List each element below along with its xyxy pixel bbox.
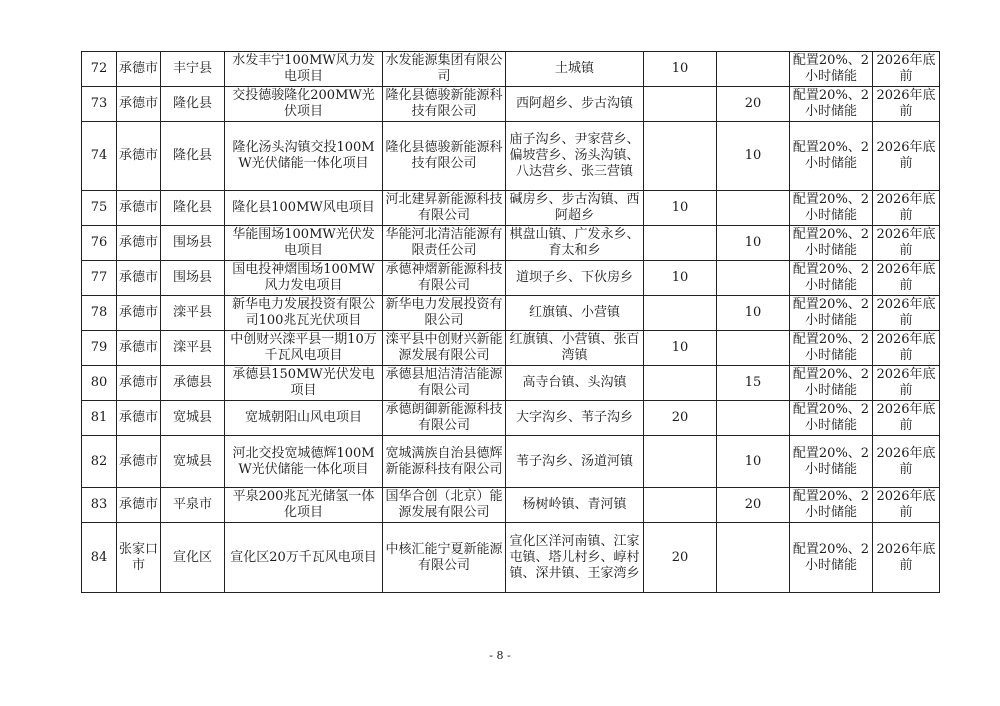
storage-config-cell: 配置20%、2小时储能 bbox=[790, 331, 873, 366]
project-name-cell: 宽城朝阳山风电项目 bbox=[225, 401, 383, 436]
deadline-cell: 2026年底前 bbox=[873, 296, 940, 331]
city-cell: 承德市 bbox=[117, 52, 161, 87]
row-number: 79 bbox=[82, 331, 117, 366]
county-cell: 平泉市 bbox=[161, 488, 225, 523]
solar-capacity-cell: 10 bbox=[717, 296, 790, 331]
town-cell: 高寺台镇、头沟镇 bbox=[506, 366, 644, 401]
storage-config-cell: 配置20%、2小时储能 bbox=[790, 87, 873, 122]
row-number: 72 bbox=[82, 52, 117, 87]
solar-capacity-cell bbox=[717, 261, 790, 296]
table-row bbox=[82, 366, 940, 401]
company-cell: 隆化县德骏新能源科技有限公司 bbox=[383, 122, 506, 191]
company-cell: 承德朗御新能源科技有限公司 bbox=[383, 401, 506, 436]
company-cell: 宽城满族自治县德辉新能源科技有限公司 bbox=[383, 436, 506, 488]
city-cell: 承德市 bbox=[117, 366, 161, 401]
solar-capacity-cell bbox=[717, 331, 790, 366]
county-cell: 隆化县 bbox=[161, 191, 225, 226]
project-name-cell: 河北交投宽城德辉100MW光伏储能一体化项目 bbox=[225, 436, 383, 488]
project-name-cell: 平泉200兆瓦光储氢一体化项目 bbox=[225, 488, 383, 523]
table-row bbox=[82, 87, 940, 122]
solar-capacity-cell bbox=[717, 401, 790, 436]
company-cell: 中核汇能宁夏新能源有限公司 bbox=[383, 523, 506, 593]
table-row bbox=[82, 401, 940, 436]
row-number: 81 bbox=[82, 401, 117, 436]
city-cell: 承德市 bbox=[117, 261, 161, 296]
city-cell: 承德市 bbox=[117, 191, 161, 226]
deadline-cell: 2026年底前 bbox=[873, 331, 940, 366]
row-number: 84 bbox=[82, 523, 117, 593]
project-name-cell: 国电投神熠围场100MW风力发电项目 bbox=[225, 261, 383, 296]
deadline-cell: 2026年底前 bbox=[873, 523, 940, 593]
project-name-cell: 中创财兴滦平县一期10万千瓦风电项目 bbox=[225, 331, 383, 366]
table-row bbox=[82, 436, 940, 488]
row-number: 82 bbox=[82, 436, 117, 488]
deadline-cell: 2026年底前 bbox=[873, 261, 940, 296]
wind-capacity-cell: 20 bbox=[644, 401, 717, 436]
town-cell: 杨树岭镇、青河镇 bbox=[506, 488, 644, 523]
city-cell: 张家口市 bbox=[117, 523, 161, 593]
company-cell: 国华合创（北京）能源发展有限公司 bbox=[383, 488, 506, 523]
storage-config-cell: 配置20%、2小时储能 bbox=[790, 261, 873, 296]
table-row bbox=[82, 296, 940, 331]
town-cell: 西阿超乡、步古沟镇 bbox=[506, 87, 644, 122]
row-number: 73 bbox=[82, 87, 117, 122]
county-cell: 滦平县 bbox=[161, 296, 225, 331]
project-name-cell: 新华电力发展投资有限公司100兆瓦光伏项目 bbox=[225, 296, 383, 331]
solar-capacity-cell: 10 bbox=[717, 122, 790, 191]
county-cell: 宣化区 bbox=[161, 523, 225, 593]
company-cell: 华能河北清洁能源有限责任公司 bbox=[383, 226, 506, 261]
wind-capacity-cell: 10 bbox=[644, 331, 717, 366]
table-body bbox=[82, 52, 940, 593]
company-cell: 水发能源集团有限公司 bbox=[383, 52, 506, 87]
deadline-cell: 2026年底前 bbox=[873, 122, 940, 191]
project-name-cell: 宣化区20万千瓦风电项目 bbox=[225, 523, 383, 593]
town-cell: 苇子沟乡、汤道河镇 bbox=[506, 436, 644, 488]
project-name-cell: 隆化汤头沟镇交投100MW光伏储能一体化项目 bbox=[225, 122, 383, 191]
table-row bbox=[82, 122, 940, 191]
county-cell: 隆化县 bbox=[161, 87, 225, 122]
storage-config-cell: 配置20%、2小时储能 bbox=[790, 436, 873, 488]
table-row bbox=[82, 488, 940, 523]
wind-capacity-cell: 10 bbox=[644, 52, 717, 87]
city-cell: 承德市 bbox=[117, 122, 161, 191]
deadline-cell: 2026年底前 bbox=[873, 191, 940, 226]
wind-capacity-cell bbox=[644, 296, 717, 331]
storage-config-cell: 配置20%、2小时储能 bbox=[790, 52, 873, 87]
wind-capacity-cell: 10 bbox=[644, 191, 717, 226]
storage-config-cell: 配置20%、2小时储能 bbox=[790, 366, 873, 401]
county-cell: 围场县 bbox=[161, 226, 225, 261]
county-cell: 宽城县 bbox=[161, 401, 225, 436]
wind-capacity-cell bbox=[644, 226, 717, 261]
table-row bbox=[82, 331, 940, 366]
project-name-cell: 水发丰宁100MW风力发电项目 bbox=[225, 52, 383, 87]
city-cell: 承德市 bbox=[117, 488, 161, 523]
deadline-cell: 2026年底前 bbox=[873, 401, 940, 436]
project-name-cell: 华能围场100MW光伏发电项目 bbox=[225, 226, 383, 261]
company-cell: 新华电力发展投资有限公司 bbox=[383, 296, 506, 331]
solar-capacity-cell: 10 bbox=[717, 436, 790, 488]
city-cell: 承德市 bbox=[117, 87, 161, 122]
town-cell: 棋盘山镇、广发永乡、育太和乡 bbox=[506, 226, 644, 261]
table-row bbox=[82, 226, 940, 261]
row-number: 75 bbox=[82, 191, 117, 226]
table-row bbox=[82, 523, 940, 593]
solar-capacity-cell: 15 bbox=[717, 366, 790, 401]
storage-config-cell: 配置20%、2小时储能 bbox=[790, 523, 873, 593]
deadline-cell: 2026年底前 bbox=[873, 436, 940, 488]
storage-config-cell: 配置20%、2小时储能 bbox=[790, 226, 873, 261]
storage-config-cell: 配置20%、2小时储能 bbox=[790, 488, 873, 523]
storage-config-cell: 配置20%、2小时储能 bbox=[790, 122, 873, 191]
storage-config-cell: 配置20%、2小时储能 bbox=[790, 296, 873, 331]
town-cell: 庙子沟乡、尹家营乡、偏坡营乡、汤头沟镇、八达营乡、张三营镇 bbox=[506, 122, 644, 191]
deadline-cell: 2026年底前 bbox=[873, 87, 940, 122]
wind-capacity-cell bbox=[644, 436, 717, 488]
city-cell: 承德市 bbox=[117, 296, 161, 331]
solar-capacity-cell: 20 bbox=[717, 87, 790, 122]
deadline-cell: 2026年底前 bbox=[873, 226, 940, 261]
project-name-cell: 承德县150MW光伏发电项目 bbox=[225, 366, 383, 401]
solar-capacity-cell bbox=[717, 523, 790, 593]
wind-capacity-cell: 20 bbox=[644, 523, 717, 593]
town-cell: 宣化区洋河南镇、江家屯镇、塔儿村乡、崞村镇、深井镇、王家湾乡 bbox=[506, 523, 644, 593]
city-cell: 承德市 bbox=[117, 331, 161, 366]
row-number: 83 bbox=[82, 488, 117, 523]
company-cell: 滦平县中创财兴新能源发展有限公司 bbox=[383, 331, 506, 366]
row-number: 76 bbox=[82, 226, 117, 261]
county-cell: 宽城县 bbox=[161, 436, 225, 488]
county-cell: 围场县 bbox=[161, 261, 225, 296]
solar-capacity-cell: 20 bbox=[717, 488, 790, 523]
deadline-cell: 2026年底前 bbox=[873, 488, 940, 523]
town-cell: 道坝子乡、下伙房乡 bbox=[506, 261, 644, 296]
deadline-cell: 2026年底前 bbox=[873, 52, 940, 87]
county-cell: 滦平县 bbox=[161, 331, 225, 366]
county-cell: 承德县 bbox=[161, 366, 225, 401]
county-cell: 丰宁县 bbox=[161, 52, 225, 87]
solar-capacity-cell: 10 bbox=[717, 226, 790, 261]
company-cell: 河北建昇新能源科技有限公司 bbox=[383, 191, 506, 226]
wind-capacity-cell: 10 bbox=[644, 261, 717, 296]
company-cell: 隆化县德骏新能源科技有限公司 bbox=[383, 87, 506, 122]
deadline-cell: 2026年底前 bbox=[873, 366, 940, 401]
town-cell: 土城镇 bbox=[506, 52, 644, 87]
page-number: - 8 - bbox=[489, 649, 511, 662]
wind-capacity-cell bbox=[644, 87, 717, 122]
project-name-cell: 隆化县100MW风电项目 bbox=[225, 191, 383, 226]
county-cell: 隆化县 bbox=[161, 122, 225, 191]
company-cell: 承德神熠新能源科技有限公司 bbox=[383, 261, 506, 296]
row-number: 78 bbox=[82, 296, 117, 331]
town-cell: 红旗镇、小营镇、张百湾镇 bbox=[506, 331, 644, 366]
storage-config-cell: 配置20%、2小时储能 bbox=[790, 191, 873, 226]
table-row bbox=[82, 52, 940, 87]
city-cell: 承德市 bbox=[117, 226, 161, 261]
storage-config-cell: 配置20%、2小时储能 bbox=[790, 401, 873, 436]
project-table bbox=[81, 51, 940, 593]
town-cell: 红旗镇、小营镇 bbox=[506, 296, 644, 331]
city-cell: 承德市 bbox=[117, 436, 161, 488]
row-number: 80 bbox=[82, 366, 117, 401]
table-row bbox=[82, 191, 940, 226]
wind-capacity-cell bbox=[644, 122, 717, 191]
solar-capacity-cell bbox=[717, 52, 790, 87]
row-number: 77 bbox=[82, 261, 117, 296]
town-cell: 大字沟乡、苇子沟乡 bbox=[506, 401, 644, 436]
company-cell: 承德县旭洁清洁能源有限公司 bbox=[383, 366, 506, 401]
table-row bbox=[82, 261, 940, 296]
solar-capacity-cell bbox=[717, 191, 790, 226]
wind-capacity-cell bbox=[644, 488, 717, 523]
city-cell: 承德市 bbox=[117, 401, 161, 436]
row-number: 74 bbox=[82, 122, 117, 191]
project-name-cell: 交投德骏隆化200MW光伏项目 bbox=[225, 87, 383, 122]
wind-capacity-cell bbox=[644, 366, 717, 401]
town-cell: 碱房乡、步古沟镇、西阿超乡 bbox=[506, 191, 644, 226]
